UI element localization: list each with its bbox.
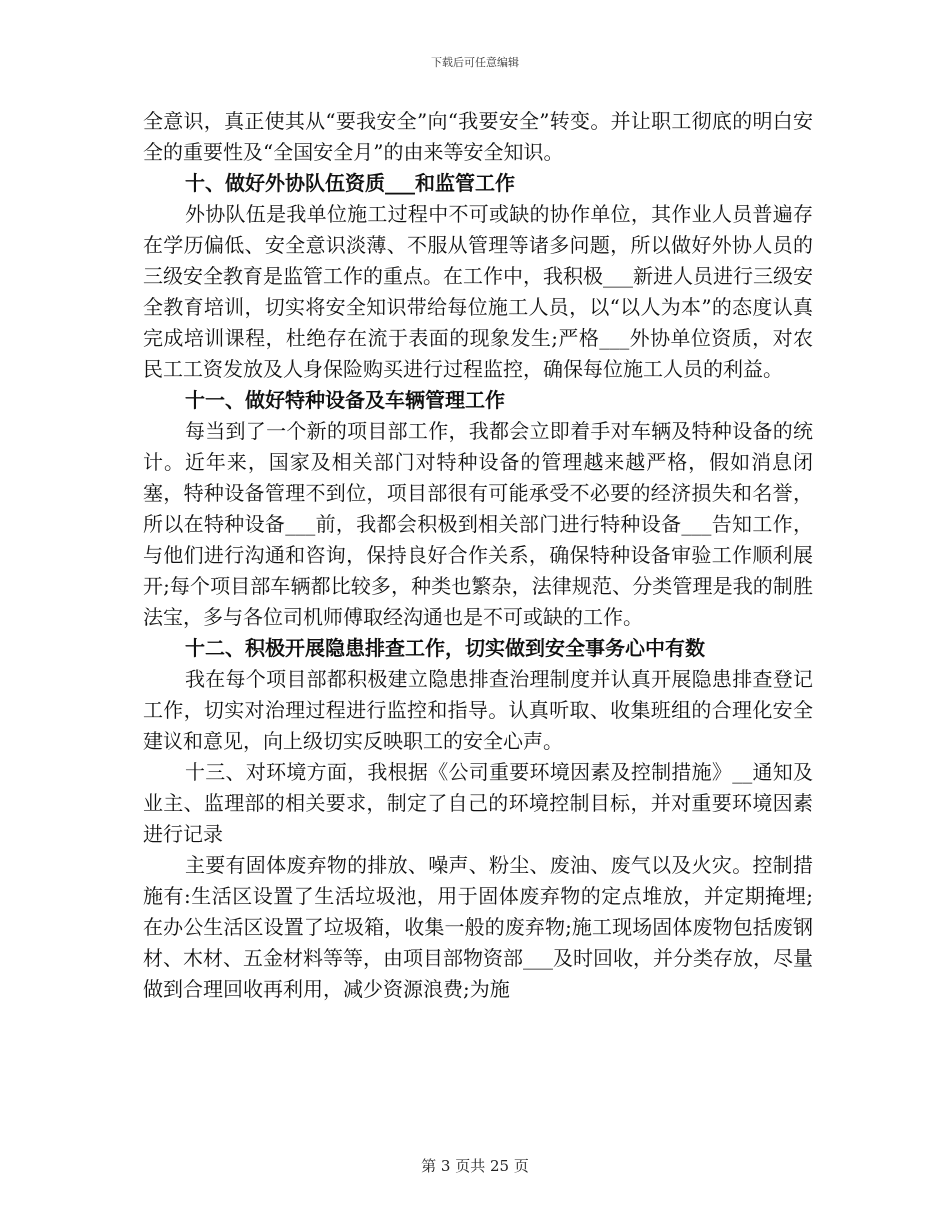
section-heading-11: 十一、做好特种设备及车辆管理工作 xyxy=(185,388,505,412)
section-heading-12: 十二、积极开展隐患排查工作，切实做到安全事务心中有数 xyxy=(185,636,705,660)
page-header: 下载后可任意编辑 xyxy=(431,56,519,69)
paragraph-environment-controls: 主要有固体废弃物的排放、噪声、粉尘、废油、废气以及火灾。控制措施有:生活区设置了生活垃圾池，用于固体废弃物的定点堆放，并定期掩埋;在办公生活区设置了垃圾箱，收集一般的废弃物;施工现场固体废物包括废钢材、木材、五金材料等等，由项目部物资部___及时回收，并分类存放，尽量做到合理回收再利用，减少资源浪费;为施 xyxy=(143,853,813,1001)
paragraph-environment-13: 十三、对环境方面，我根据《公司重要环境因素及控制措施》__通知及业主、监理部的相关要求，制定了自己的环境控制目标，并对重要环境因素进行记录 xyxy=(143,760,813,846)
paragraph-subcontractor: 外协队伍是我单位施工过程中不可或缺的协作单位，其作业人员普遍存在学历偏低、安全意识淡薄、不服从管理等诸多问题，所以做好外协人员的三级安全教育是监管工作的重点。在工作中，我积极___新进人员进行三级安全教育培训，切实将安全知识带给每位施工人员，以“以人为本”的态度认真完成培训课程，杜绝存在流于表面的现象发生;严格___外协单位资质，对农民工工资发放及人身保险购买进行过程监控，确保每位施工人员的利益。 xyxy=(143,202,813,381)
paragraph-continued: 全意识，真正使其从“要我安全”向“我要安全”转变。并让职工彻底的明白安全的重要性及“全国安全月”的由来等安全知识。 xyxy=(143,109,813,164)
page-footer: 第 3 页共 25 页 xyxy=(421,1157,529,1175)
section-heading-10: 十、做好外协队伍资质___和监管工作 xyxy=(185,171,515,195)
document-body xyxy=(143,106,813,1005)
paragraph-special-equipment: 每当到了一个新的项目部工作，我都会立即着手对车辆及特种设备的统计。近年来，国家及相关部门对特种设备的管理越来越严格，假如消息闭塞，特种设备管理不到位，项目部很有可能承受不必要的经济损失和名誉，所以在特种设备___前，我都会积极到相关部门进行特种设备___告知工作，与他们进行沟通和咨询，保持良好合作关系，确保特种设备审验工作顺利展开;每个项目部车辆都比较多，种类也繁杂，法律规范、分类管理是我的制胜法宝，多与各位司机师傅取经沟通也是不可或缺的工作。 xyxy=(143,419,813,629)
paragraph-hazard-inspection: 我在每个项目部都积极建立隐患排查治理制度并认真开展隐患排查登记工作，切实对治理过程进行监控和指导。认真听取、收集班组的合理化安全建议和意见，向上级切实反映职工的安全心声。 xyxy=(143,667,813,753)
